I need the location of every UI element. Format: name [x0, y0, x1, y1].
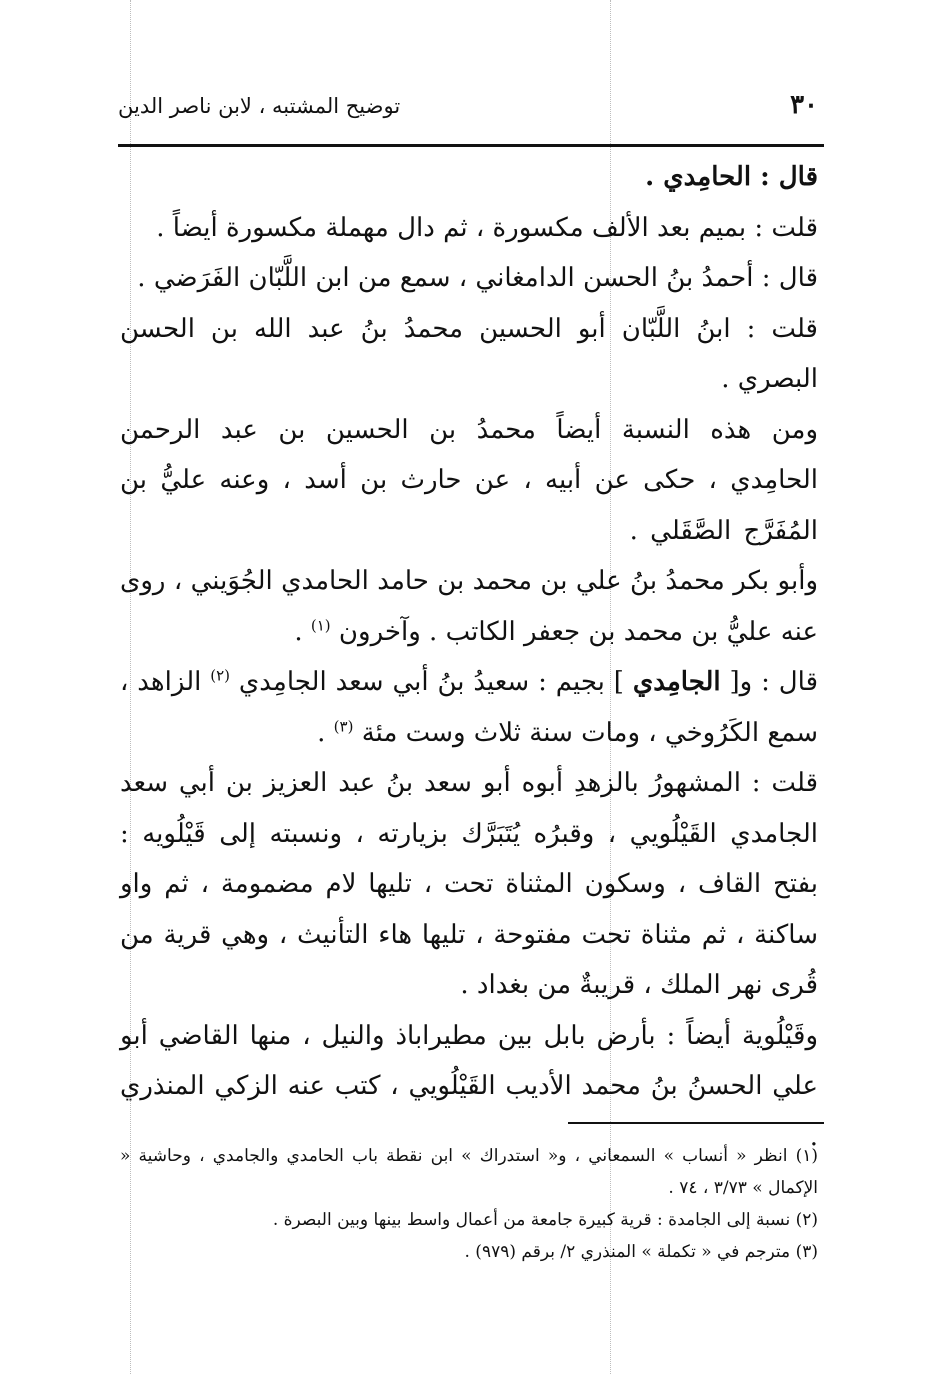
main-text [120, 152, 818, 1162]
paragraph [120, 152, 818, 203]
footnote-ref: (١) [310, 615, 331, 634]
paragraph-text: ] بجيم : سعيدُ بنُ أبي سعد الجامِدي [238, 667, 633, 697]
footnote-ref: (٣) [333, 716, 354, 735]
paragraph: قلت : ابنُ اللَّبّان أبو الحسين محمدُ بنُ عبد الله بن الحسن البصري . [120, 313, 818, 394]
footnote: (٢) نسبة إلى الجامدة : قرية كبيرة جامعة من أعمال واسط بينها وبين البصرة . [272, 1210, 818, 1230]
footnote: (٣) مترجم في « تكملة » المنذري ٢/ برقم (٩٧٩) . [464, 1242, 818, 1262]
footnotes [120, 1140, 818, 1268]
paragraph-text: وأبو بكر محمدُ بنُ علي بن محمد بن حامد الحامدي الجُوَيني ، روى عنه عليُّ بن محمد بن جعفر الكاتب . وآخرون [120, 566, 818, 647]
page-header [118, 88, 824, 124]
paragraph: ومن هذه النسبة أيضاً محمدُ بن الحسين بن عبد الرحمن الحامِدي ، حكى عن أبيه ، عن حارث بن أسد ، وعنه عليُّ بن المُفَرَّج الصَّقَلي . [120, 414, 819, 546]
entry-term: الجامِدي [632, 667, 721, 697]
text-heading-entry: قال : الحامِدي . [645, 162, 818, 192]
paragraph: قلت : بميم بعد الألف مكسورة ، ثم دال مهملة مكسورة أيضاً . [156, 212, 818, 243]
paragraph-text: . [317, 717, 334, 748]
page-number: ٣٠ [790, 90, 818, 120]
footnote-rule [568, 1122, 824, 1124]
footnote: (١) انظر « أنساب » السمعاني ، و« استدراك » ابن نقطة باب الحامدي والجامدي ، وحاشية « الإكمال » ٣/٧٣ ، ٧٤ . [120, 1146, 818, 1198]
paragraph: وقَيْلُوية أيضاً : بأرض بابل بين مطيراباذ والنيل ، منها القاضي أبو علي الحسنُ بنُ محمد الأديب القَيْلُويي ، كتب عنه الزكي المنذري . [120, 1020, 818, 1152]
footnote-ref: (٢) [210, 666, 231, 685]
paragraph-text: . [294, 616, 311, 647]
running-title: توضيح المشتبه ، لابن ناصر الدين [118, 94, 401, 118]
paragraph-text: الزاهد ، سمع الكَرُوخي ، ومات سنة ثلاث وست مئة [120, 667, 818, 748]
paragraph: قال : أحمدُ بنُ الحسن الدامغاني ، سمع من ابن اللَّبّان الفَرَضي . [137, 263, 818, 293]
paragraph [120, 657, 818, 758]
header-rule [118, 144, 824, 147]
paragraph-text: قال : و[ [720, 667, 818, 697]
paragraph [120, 556, 818, 657]
paragraph: قلت : المشهورُ بالزهدِ أبوه أبو سعد بنُ عبد العزيز بن أبي سعد الجامدي القَيْلُويي ، وقبرُه يُتَبَرَّك بزيارته ، ونسبته إلى قَيْلُويه : بفتح القاف ، وسكون المثناة تحت ، تليها لام مضمومة ، ثم واو ساكنة ، ثم مثناة تحت مفتوحة ، تليها هاء التأنيث ، وهي قرية من قُرى نهر الملك ، قريبةٌ من بغداد . [120, 768, 818, 1000]
